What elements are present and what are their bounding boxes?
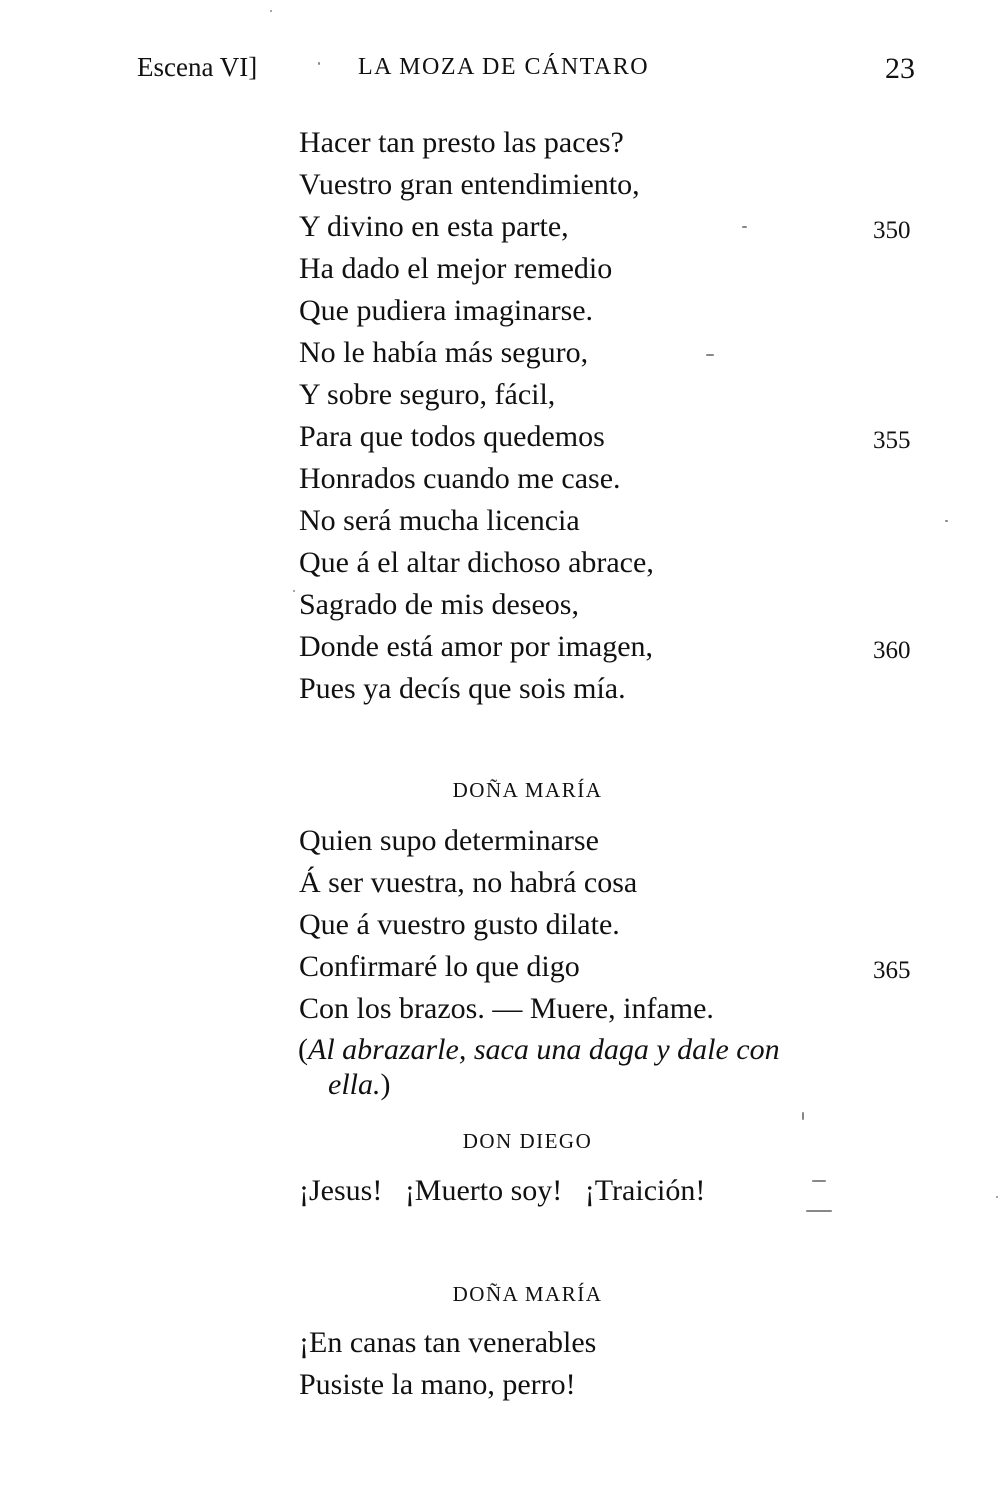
line-number: 365 <box>873 957 911 984</box>
running-head <box>0 52 1000 92</box>
verse-line: Vuestro gran entendimiento, <box>299 168 640 201</box>
verse-line: Para que todos quedemos <box>299 420 605 453</box>
scan-speck <box>270 10 272 12</box>
verse-line: No será mucha licencia <box>299 504 580 537</box>
verse-line: Y divino en esta parte, <box>299 210 569 243</box>
verse-line: Á ser vuestra, no habrá cosa <box>299 866 638 899</box>
scan-speck <box>806 1210 832 1212</box>
scan-speck <box>706 354 714 356</box>
verse-line: Que á el altar dichoso abrace, <box>299 546 654 579</box>
verse-line: Quien supo determinarse <box>299 824 599 857</box>
verse-line: ¡En canas tan venerables <box>299 1326 597 1359</box>
page-number: 23 <box>885 52 915 85</box>
verse-line: Con los brazos. — Muere, infame. <box>299 992 714 1025</box>
scene-label: Escena VI] <box>137 52 258 82</box>
scan-speck <box>742 226 747 228</box>
verse-line: No le había más seguro, <box>299 336 589 369</box>
verse-line: Que pudiera imaginarse. <box>299 294 594 327</box>
stage-open-paren: ( <box>298 1033 308 1066</box>
verse-line: Honrados cuando me case. <box>299 462 621 495</box>
stage-close-paren: ) <box>380 1068 391 1101</box>
speaker-name: DON DIEGO <box>462 1129 593 1153</box>
verse-line: Que á vuestro gusto dilate. <box>299 908 620 941</box>
stage-text-line1: Al abrazarle, saca una daga y dale con <box>308 1033 780 1066</box>
verse-line: Confirmaré lo que digo <box>299 950 580 983</box>
verse-line: Pusiste la mano, perro! <box>299 1368 576 1401</box>
stage-text-line2: ella. <box>328 1068 381 1101</box>
verse-line: Y sobre seguro, fácil, <box>299 378 556 411</box>
stage-direction-continued <box>328 1068 391 1102</box>
scan-speck <box>996 1196 998 1198</box>
scan-speck <box>812 1180 826 1182</box>
verse-line: Hacer tan presto las paces? <box>299 126 624 159</box>
stage-direction <box>298 1030 878 1070</box>
line-number: 355 <box>873 427 911 454</box>
verse-line: Pues ya decís que sois mía. <box>299 672 626 705</box>
verse-line: Sagrado de mis deseos, <box>299 588 579 621</box>
scan-speck <box>318 62 320 65</box>
verse-line: Donde está amor por imagen, <box>299 630 654 663</box>
scan-speck <box>802 1112 804 1120</box>
scan-speck <box>293 590 295 592</box>
verse-line: ¡Jesus! ¡Muerto soy! ¡Traición! <box>299 1174 706 1207</box>
line-number: 350 <box>873 217 911 244</box>
verse-line: Ha dado el mejor remedio <box>299 252 613 285</box>
speaker-name: DOÑA MARÍA <box>452 1282 603 1306</box>
play-title: LA MOZA DE CÁNTARO <box>358 54 650 80</box>
speaker-name: DOÑA MARÍA <box>452 778 603 802</box>
scan-speck <box>945 520 948 522</box>
line-number: 360 <box>873 637 911 664</box>
